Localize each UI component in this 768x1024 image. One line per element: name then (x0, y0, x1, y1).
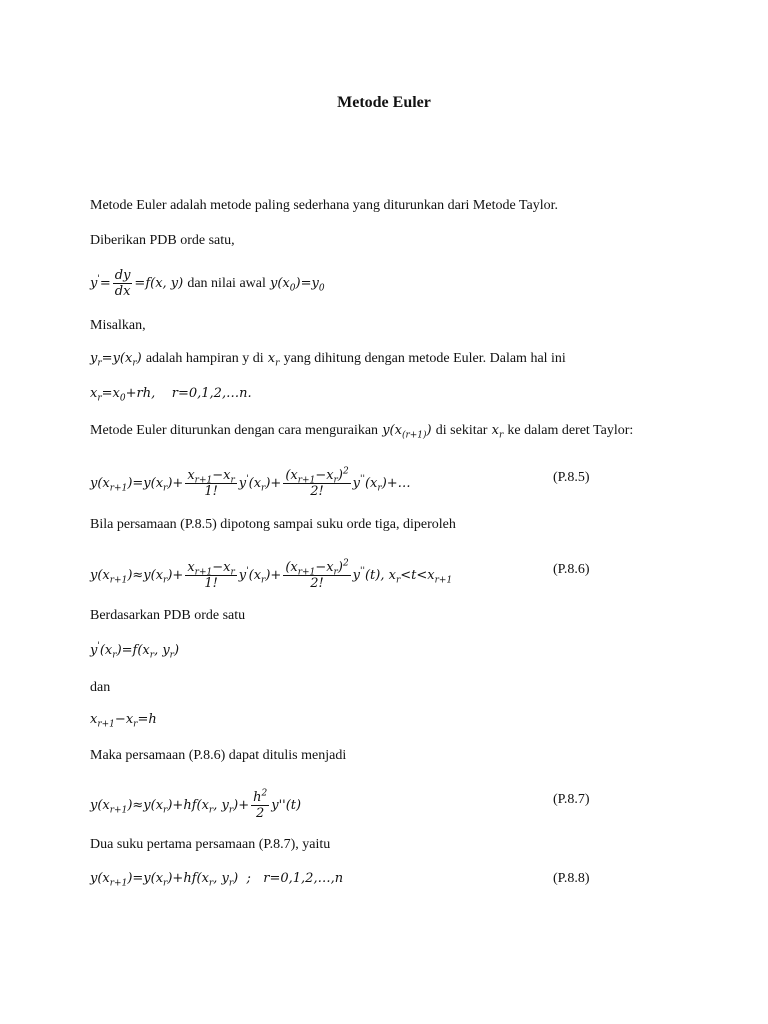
taylor-intro-text: Metode Euler diturunkan dengan cara menguraikan (90, 423, 379, 438)
equation-p-8-6: $y(x_{r+1})\approx y(x_r)+$ $\frac{x_{r+1}-x_r}{1!}$ $y'(x_r)+$ $\frac{(x_{r+1}-x_r)^2}{2!}$ y''(t), $x_r<t<x_{r+1}$ (90, 558, 453, 591)
paragraph-suppose: Misalkan, (90, 318, 146, 333)
fraction-step-2: $\frac{(x_{r+1}-x_r)^2}{2!}$ (285, 466, 349, 499)
equation-yr-definition: $y_r=y(x_r)$ adalah hampiran y di $x_r$ yang dihitung dengan metode Euler. Dalam hal ini (90, 351, 566, 369)
paragraph-so: Maka persamaan (P.8.6) dapat ditulis menjadi (90, 748, 347, 763)
page-title: Metode Euler (337, 94, 431, 111)
fraction-step-1: $\frac{x_{r+1}-x_r}{1!}$ (187, 468, 235, 499)
equation-xr-step: $x_r=x_0+rh$, r=0,1,2,…n. (90, 386, 252, 404)
paragraph-based-on: Berdasarkan PDB orde satu (90, 608, 246, 623)
equation-label-p-8-6: (P.8.6) (553, 562, 590, 577)
taylor-intro-text-2: di sekitar (435, 423, 488, 438)
fraction-dy-dx: $\frac{dy}{dx}$ (114, 268, 131, 299)
paragraph-two-terms: Dua suku pertama persamaan (P.8.7), yaitu (90, 837, 331, 852)
equation-p-8-8: $y(x_{r+1})=y(x_r)+hf(x_r$, $y_r$) ; r=0,1,2,…,n (90, 871, 344, 889)
equation-label-p-8-5: (P.8.5) (553, 470, 590, 485)
taylor-intro-text-3: ke dalam deret Taylor: (507, 423, 634, 438)
equation-ode-text: dan nilai awal (187, 276, 266, 291)
equation-taylor-intro: Metode Euler diturunkan dengan cara menguraikan $y(x_{(r+1)})$ di sekitar $x_r$ ke dalam deret Taylor: (90, 423, 634, 441)
fraction-h-squared: $\frac{h^2}{2}$ (253, 788, 268, 821)
yr-definition-text-2: yang dihitung dengan metode Euler. Dalam hal ini (283, 351, 566, 366)
paragraph-truncate: Bila persamaan (P.8.5) dipotong sampai suku orde tiga, diperoleh (90, 517, 456, 532)
equation-p-8-7: $y(x_{r+1})\approx y(x_r)+hf(x_r$, $y_r)+$ $\frac{h^2}{2}$ y''(t) (90, 788, 302, 821)
equation-ode: y'= $\frac{dy}{dx}$ =f(x, y) dan nilai awal $y(x_0)=y_0$ (90, 268, 325, 299)
yr-definition-text: adalah hampiran y di (145, 351, 264, 366)
equation-step-size: $x_{r+1}-x_r=h$ (90, 712, 157, 730)
equation-derivative: $y'(x_r)=f(x_r$, $y_r$) (90, 641, 180, 661)
paragraph-intro: Metode Euler adalah metode paling sederhana yang diturunkan dari Metode Taylor. (90, 198, 558, 213)
equation-label-p-8-8: (P.8.8) (553, 871, 590, 886)
paragraph-and: dan (90, 680, 111, 695)
fraction-step-3: $\frac{x_{r+1}-x_r}{1!}$ (187, 560, 235, 591)
equation-p-8-5: $y(x_{r+1})=y(x_r)+$ $\frac{x_{r+1}-x_r}{1!}$ $y'(x_r)+$ $\frac{(x_{r+1}-x_r)^2}{2!}$ $y''(x_r)+\dots$ (90, 466, 411, 499)
fraction-step-4: $\frac{(x_{r+1}-x_r)^2}{2!}$ (285, 558, 349, 591)
equation-label-p-8-7: (P.8.7) (553, 792, 590, 807)
paragraph-given: Diberikan PDB orde satu, (90, 233, 235, 248)
